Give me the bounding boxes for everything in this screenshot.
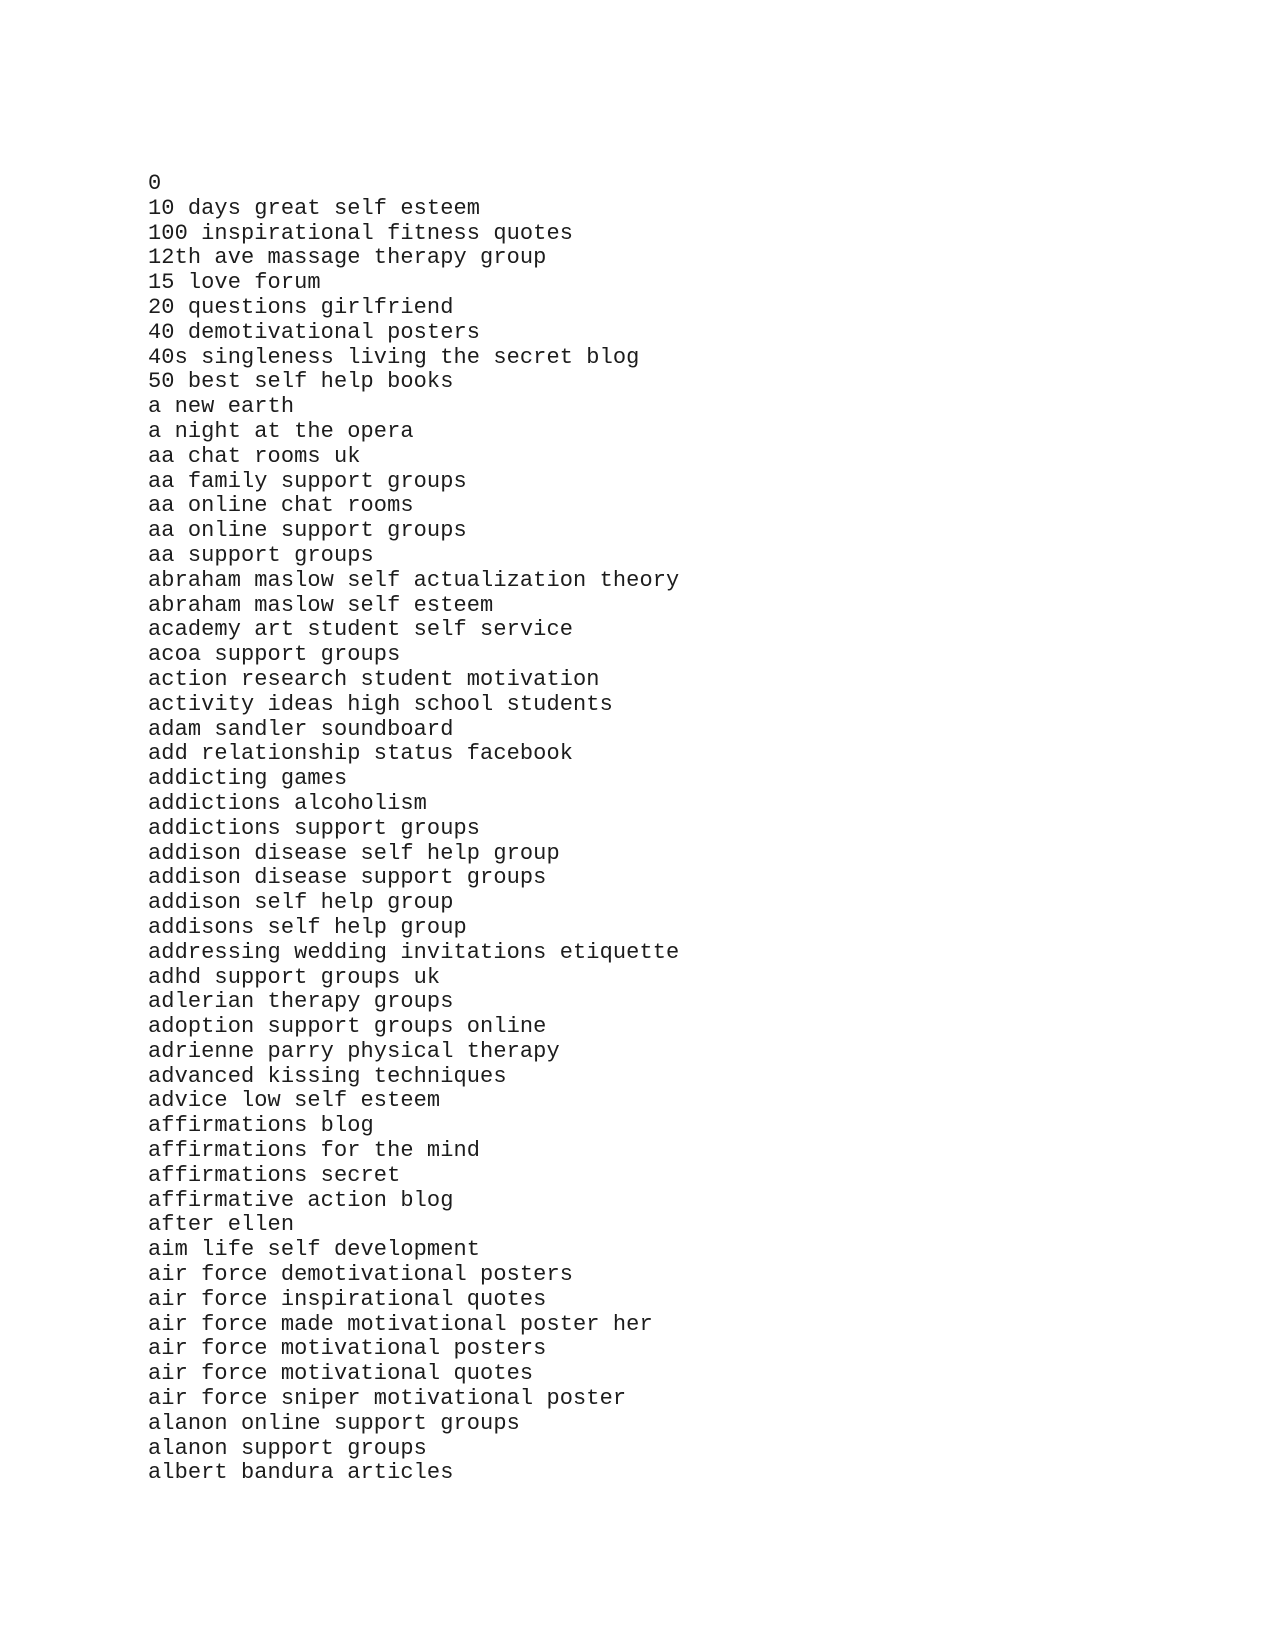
keyword-list bbox=[148, 172, 679, 1486]
text-line: aa family support groups bbox=[148, 468, 467, 494]
text-line: abraham maslow self esteem bbox=[148, 592, 494, 618]
text-line: adam sandler soundboard bbox=[148, 716, 454, 742]
text-line: 12th ave massage therapy group bbox=[148, 245, 547, 271]
text-line: addisons self help group bbox=[148, 914, 467, 940]
text-line: activity ideas high school students bbox=[148, 691, 613, 717]
text-line: adlerian therapy groups bbox=[148, 989, 454, 1015]
text-line: after ellen bbox=[148, 1212, 295, 1238]
text-line: air force inspirational quotes bbox=[148, 1286, 547, 1312]
text-line: affirmations for the mind bbox=[148, 1138, 481, 1164]
text-line: addictions support groups bbox=[148, 815, 481, 841]
text-line: add relationship status facebook bbox=[148, 741, 574, 767]
text-line: 15 love forum bbox=[148, 270, 321, 296]
text-line: addicting games bbox=[148, 766, 348, 792]
text-line: advice low self esteem bbox=[148, 1088, 441, 1114]
text-line: 10 days great self esteem bbox=[148, 195, 481, 221]
text-line: aa support groups bbox=[148, 542, 374, 568]
text-line: adrienne parry physical therapy bbox=[148, 1038, 560, 1064]
text-line: 0 bbox=[148, 171, 162, 196]
text-line: affirmative action blog bbox=[148, 1187, 454, 1213]
text-line: aa online support groups bbox=[148, 518, 467, 544]
text-line: 50 best self help books bbox=[148, 369, 454, 395]
text-line: 100 inspirational fitness quotes bbox=[148, 220, 574, 246]
text-line: addison disease support groups bbox=[148, 865, 547, 891]
text-line: alanon support groups bbox=[148, 1435, 427, 1461]
text-line: addison self help group bbox=[148, 890, 454, 916]
text-line: a new earth bbox=[148, 394, 295, 420]
text-line: addison disease self help group bbox=[148, 840, 560, 866]
text-line: affirmations secret bbox=[148, 1162, 401, 1188]
text-line: aa online chat rooms bbox=[148, 493, 414, 519]
text-line: action research student motivation bbox=[148, 666, 600, 692]
text-line: air force demotivational posters bbox=[148, 1262, 574, 1288]
text-line: adhd support groups uk bbox=[148, 964, 441, 990]
text-line: addictions alcoholism bbox=[148, 790, 427, 816]
text-line: a night at the opera bbox=[148, 418, 414, 444]
text-line: aim life self development bbox=[148, 1237, 481, 1263]
text-line: affirmations blog bbox=[148, 1113, 374, 1139]
text-line: acoa support groups bbox=[148, 642, 401, 668]
text-line: abraham maslow self actualization theory bbox=[148, 567, 680, 593]
text-line: alanon online support groups bbox=[148, 1410, 520, 1436]
text-line: air force made motivational poster her bbox=[148, 1311, 653, 1337]
text-line: 40 demotivational posters bbox=[148, 319, 481, 345]
text-line: air force motivational posters bbox=[148, 1336, 547, 1362]
text-line: addressing wedding invitations etiquette bbox=[148, 939, 680, 965]
text-line: advanced kissing techniques bbox=[148, 1063, 507, 1089]
text-line: 20 questions girlfriend bbox=[148, 294, 454, 320]
text-line: air force sniper motivational poster bbox=[148, 1386, 627, 1412]
text-line: 40s singleness living the secret blog bbox=[148, 344, 640, 370]
text-line: adoption support groups online bbox=[148, 1014, 547, 1040]
text-line: academy art student self service bbox=[148, 617, 574, 643]
text-line: aa chat rooms uk bbox=[148, 443, 361, 469]
text-line: air force motivational quotes bbox=[148, 1361, 534, 1387]
text-line: albert bandura articles bbox=[148, 1460, 454, 1486]
